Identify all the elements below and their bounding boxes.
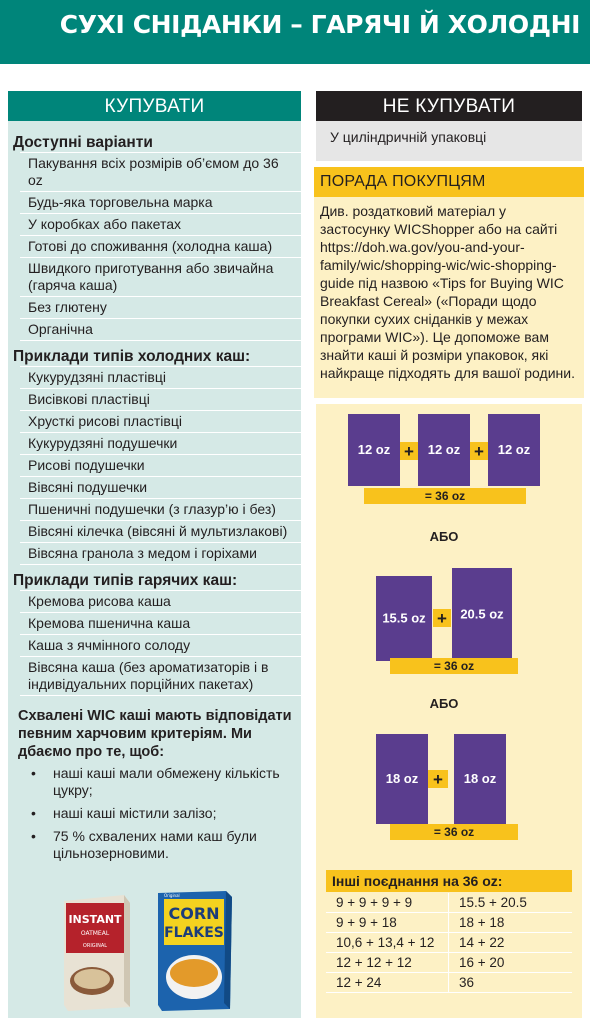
combination-row — [326, 953, 572, 973]
available-option-item: Органічна — [20, 318, 301, 341]
available-options-heading: Доступні варіанти — [13, 134, 153, 151]
size-combinations-diagram — [316, 404, 582, 864]
buy-heading: КУПУВАТИ — [8, 91, 301, 121]
combination-cell: 12 + 12 + 12 — [326, 953, 449, 973]
combination-cell: 16 + 20 — [449, 953, 572, 973]
or-label: АБО — [429, 696, 459, 711]
cold-cereal-list — [8, 366, 301, 565]
available-option-item: У коробках або пакетах — [20, 213, 301, 235]
available-option-item: Готові до споживання (холодна каша) — [20, 235, 301, 257]
combination-row — [326, 973, 572, 993]
criteria-bullet: • наші каші містили залізо; — [26, 805, 301, 822]
buy-column — [8, 91, 301, 1018]
hot-cereal-item: Вівсяна каша (без ароматизаторів і в індивідуальних порційних пакетах) — [20, 656, 301, 696]
combination-row — [326, 933, 572, 953]
plus-sign: + — [433, 770, 443, 789]
total-label: = 36 oz — [433, 659, 475, 673]
shopping-tip-heading: ПОРАДА ПОКУПЦЯМ — [314, 167, 584, 197]
other-combinations-table — [326, 893, 572, 993]
criteria-bullets — [26, 765, 301, 862]
hot-cereal-heading: Приклади типів гарячих каш: — [13, 572, 238, 589]
available-option-item: Швидкого приготування або звичайна (гаряча каша) — [20, 257, 301, 296]
cold-cereal-item: Вівсяні кілечка (вівсяні й мультизлакові) — [20, 520, 301, 542]
total-label: = 36 oz — [424, 489, 466, 503]
criteria-bullet: • 75 % схвалених нами каш були цільнозерновими. — [26, 828, 301, 862]
other-combinations-heading: Інші поєднання на 36 oz: — [326, 870, 572, 892]
oatmeal-box-text-2: OATMEAL — [80, 930, 110, 937]
oatmeal-box-text-1: INSTANT — [68, 913, 122, 926]
do-not-buy-heading: НЕ КУПУВАТИ — [316, 91, 582, 121]
cold-cereal-item: Кукурудзяні подушечки — [20, 432, 301, 454]
size-combinations-panel — [316, 404, 582, 1018]
or-label: АБО — [429, 529, 459, 544]
oatmeal-box-image — [64, 895, 130, 1011]
corn-flakes-box-text-2: FLAKES — [164, 925, 224, 941]
package-size-label: 15.5 oz — [382, 610, 426, 626]
combination-row — [326, 913, 572, 933]
cereal-product-images — [58, 891, 248, 1011]
combination-cell: 9 + 9 + 18 — [326, 913, 449, 933]
combination-cell: 15.5 + 20.5 — [449, 893, 572, 913]
combination-cell: 36 — [449, 973, 572, 993]
total-label: = 36 oz — [433, 825, 475, 839]
cold-cereal-item: Рисові подушечки — [20, 454, 301, 476]
page-title: СУХІ СНІДАНКИ – ГАРЯЧІ Й ХОЛОДНІ — [59, 10, 580, 39]
available-option-item: Пакування всіх розмірів об’ємом до 36 oz — [20, 152, 301, 191]
package-size-label: 12 oz — [427, 442, 461, 457]
plus-sign: + — [404, 442, 414, 461]
oatmeal-box-text-3: ORIGINAL — [82, 943, 108, 949]
criteria-bullet: • наші каші мали обмежену кількість цукру; — [26, 765, 301, 799]
cold-cereal-item: Пшеничні подушечки (з глазур’ю і без) — [20, 498, 301, 520]
shopping-tip-text: Див. роздатковий матеріал у застосунку WICShopper або на сайті https://doh.wa.gov/you-and-your-family/wic/shopping-wic/wic-shopping-guide під назвою «Tips for Buying WIC Breakfast Cereal» («Поради щодо покупки сухих сніданків у межах програми WIC»). Це допоможе вам знайти каші й розміри упаковок, які найкраще підходять для вашої родини. — [314, 197, 584, 398]
hot-cereal-list — [8, 590, 301, 696]
combination-cell: 10,6 + 13,4 + 12 — [326, 933, 449, 953]
cold-cereal-item: Кукурудзяні пластівці — [20, 366, 301, 388]
package-size-label: 12 oz — [497, 442, 531, 457]
do-not-buy-item: У циліндричній упаковці — [316, 121, 582, 161]
cold-cereal-heading: Приклади типів холодних каш: — [13, 348, 251, 365]
plus-sign: + — [437, 609, 447, 628]
cold-cereal-item: Вівсяні подушечки — [20, 476, 301, 498]
available-options-list — [8, 152, 301, 341]
package-size-label: 12 oz — [357, 442, 391, 457]
hot-cereal-item: Каша з ячмінного солоду — [20, 634, 301, 656]
available-option-item: Без глютену — [20, 296, 301, 318]
package-size-label: 18 oz — [463, 771, 497, 786]
criteria-text: Схвалені WIC каші мають відповідати певним харчовим критеріям. Ми дбаємо про те, щоб: — [18, 708, 292, 760]
hot-cereal-item: Кремова пшенична каша — [20, 612, 301, 634]
package-size-label: 18 oz — [385, 771, 419, 786]
corn-flakes-box-text-1: CORN — [168, 904, 220, 923]
available-option-item: Будь-яка торговельна марка — [20, 191, 301, 213]
corn-flakes-box-image — [158, 891, 232, 1011]
corn-flakes-box-text-3: Original — [164, 893, 180, 898]
package-size-label: 20.5 oz — [460, 606, 504, 622]
combination-cell: 9 + 9 + 9 + 9 — [326, 893, 449, 913]
combination-cell: 18 + 18 — [449, 913, 572, 933]
cold-cereal-item: Хрусткі рисові пластівці — [20, 410, 301, 432]
cold-cereal-item: Вівсяна гранола з медом і горіхами — [20, 542, 301, 565]
plus-sign: + — [474, 442, 484, 461]
page-header — [0, 0, 590, 64]
cold-cereal-item: Висівкові пластівці — [20, 388, 301, 410]
combination-cell: 14 + 22 — [449, 933, 572, 953]
combination-cell: 12 + 24 — [326, 973, 449, 993]
combination-row — [326, 893, 572, 913]
hot-cereal-item: Кремова рисова каша — [20, 590, 301, 612]
